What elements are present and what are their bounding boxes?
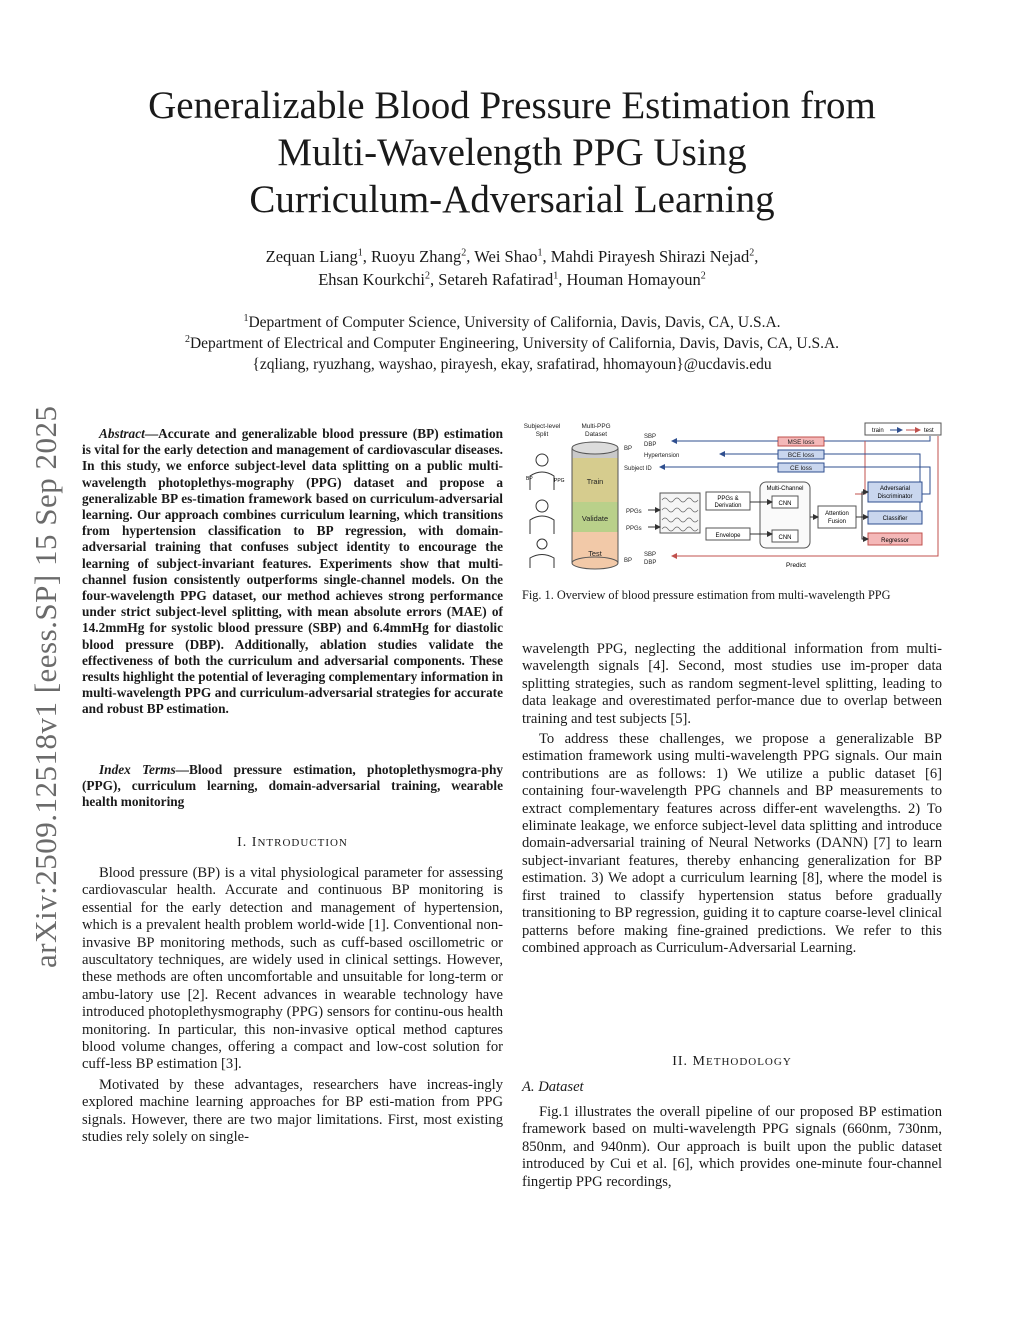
- fig-label-bce-loss: BCE loss: [787, 452, 815, 459]
- section-heading-methodology: II. METHODOLOGY: [672, 1054, 792, 1069]
- fig-label-sbp-2: SBP: [644, 552, 657, 558]
- author: , Mahdi Pirayesh Shirazi Nejad: [542, 247, 750, 266]
- paper-title: [80, 82, 944, 223]
- author: , Houman Homayoun: [558, 270, 701, 289]
- abstract: [82, 426, 503, 718]
- fig-label-envelope: Envelope: [715, 533, 741, 539]
- fig-label-ppg-deriv-1: PPGs &: [717, 496, 739, 502]
- affiliation-1: [60, 312, 964, 333]
- author-affil-mark: 2: [425, 270, 430, 282]
- author-affil-mark: 1: [537, 247, 543, 259]
- title-line-1: Generalizable Blood Pressure Estimation from: [148, 84, 876, 127]
- fig-label-adv-1: Adversarial: [879, 486, 911, 492]
- affiliation-text: Department of Computer Science, University of California, Davis, Davis, CA, U.S.A.: [248, 314, 781, 331]
- fig-label-attention-2: Fusion: [827, 519, 847, 525]
- person-icon: [530, 472, 554, 490]
- affiliation-text: Department of Electrical and Computer Engineering, University of California, Davis, Davis, CA, U.S.A.: [189, 335, 840, 352]
- fig-label-test: Test: [588, 549, 602, 558]
- fig-label-subject-id: Subject ID: [624, 466, 652, 472]
- figure-caption: Fig. 1. Overview of blood pressure estimation from multi-wavelength PPG: [522, 588, 891, 602]
- author-affil-mark: 1: [357, 247, 363, 259]
- paragraph: To address these challenges, we propose a generalizable BP estimation framework using multi-wavelength PPG signals. Our main contributions are as follows: 1) We utilize a public dataset [6] containing four-wavelength PPG channels and BP measurements to extract complementary features across differ-ent wavelengths. 2) To eliminate leakage, we enforce subject-level data splitting and introduce domain-adversarial training of Neural Networks (DANN) [7] to learn subject-invariant features, thereby enhancing generalization for BP estimation. 3) We adopt a curriculum learning [8], where the model is first trained to classify hypertension status before gradually transitioning to BP regression, guiding it to capture coarse-level clinical patterns before making fine-grained predictions. We refer to this combined approach as Curriculum-Adversarial Learning.: [522, 731, 942, 956]
- fig-label-ce-loss: CE loss: [789, 465, 813, 472]
- paragraph: Motivated by these advantages, researchers have increas-ingly explored machine learning approaches for BP esti-mation from PPG signals. However, there are two major limitations. First, most existing studies rely solely on single-: [82, 1076, 503, 1146]
- author-list: [80, 245, 944, 291]
- author: , Setareh Rafatirad: [430, 270, 554, 289]
- affiliation-2: [60, 333, 964, 354]
- author-affil-mark: 1: [553, 270, 559, 282]
- fig-label-classifier: Classifier: [882, 516, 908, 522]
- author-affil-mark: 2: [461, 247, 467, 259]
- person-icon: [537, 539, 547, 549]
- affiliations: [60, 312, 964, 375]
- fig-label-predict: Predict: [786, 562, 806, 569]
- fig-label-dbp-2: DBP: [644, 560, 657, 566]
- index-terms-text: —Blood pressure estimation, photoplethysmogra-phy (PPG), curriculum learning, domain-adversarial training, wearable health monitoring: [82, 762, 503, 810]
- fig-label-cnn-2: CNN: [778, 535, 792, 541]
- fig-label-attention-1: Attention: [825, 511, 849, 517]
- index-terms: [82, 762, 503, 811]
- fig-label-ppgs-1: PPGs: [626, 509, 642, 515]
- person-icon: [530, 516, 554, 534]
- affil-mark: 1: [243, 312, 249, 324]
- arrow: [862, 517, 868, 539]
- pipeline-figure: [520, 420, 945, 572]
- fig-label-dataset: Multi-PPG: [581, 423, 611, 430]
- author-separator: ,: [754, 247, 759, 266]
- fig-label-dataset2: Dataset: [584, 431, 608, 438]
- arrow-train: [824, 436, 930, 441]
- abstract-label: Abstract: [99, 426, 145, 441]
- section-heading-introduction: I. INTRODUCTION: [237, 835, 348, 850]
- dataset-body: [522, 1104, 942, 1191]
- fig-label-mse-loss: MSE loss: [787, 439, 815, 446]
- fig-label-adv-2: Discriminator: [877, 494, 913, 500]
- paragraph: wavelength PPG, neglecting the additional information from multi-wavelength signals [4]. Second, most studies use im-proper data splitting strategies, such as random segment-level splitting, leading to data leakage and overestimated perfor-mance due to overlap between training and test subjects [5].: [522, 641, 942, 727]
- fig-label-bp-bottom: BP: [624, 558, 633, 564]
- arrow: [856, 492, 868, 517]
- legend-train-label: train: [872, 428, 884, 434]
- fig-label-ppgs-2: PPGs: [626, 526, 642, 532]
- fig-label-ppg-deriv-2: Derivation: [714, 503, 742, 509]
- arxiv-stamp: arXiv:2509.12518v1 [eess.SP] 15 Sep 2025: [28, 405, 63, 968]
- index-terms-label: Index Terms: [99, 762, 176, 777]
- person-icon: [530, 555, 554, 569]
- person-icons: [530, 454, 554, 568]
- fig-label-subject-split: Subject-level: [523, 423, 561, 430]
- fig-label-split: Split: [535, 431, 549, 438]
- author: , Wei Shao: [466, 247, 538, 266]
- fig-label-ppg-person: PPG: [554, 478, 565, 484]
- subsection-heading-dataset: A. Dataset: [522, 1079, 584, 1095]
- affil-mark: 2: [184, 333, 190, 345]
- paragraph: Blood pressure (BP) is a vital physiological parameter for assessing cardiovascular health. Accurate and continuous BP monitoring is essential for the early detection and management of hypertension, which is a prevalent health problem world-wide [1]. Conventional non-invasive BP monitoring methods, such as cuff-based oscillometric or auscultatory techniques, are widely used in clinical settings. However, these methods are often uncomfortable and unsuitable for long-term or ambu-latory use [2]. Recent advances in wearable technology have introduced photoplethysmography (PPG) sensors for continu-ous health monitoring. In particular, this non-invasive optical method captures blood volume changes, offering a compact and low-cost solution for cuff-less BP estimation [3].: [82, 865, 503, 1073]
- email-list: {zqliang, ryuzhang, wayshao, pirayesh, ekay, srafatirad, hhomayoun}@ucdavis.edu: [252, 356, 772, 373]
- paragraph: Fig.1 illustrates the overall pipeline of our proposed BP estimation framework based on multi-wavelength PPG signals (660nm, 730nm, 850nm, and 940nm). Our approach is built upon the public dataset introduced by Cui et al. [6], which provides one-minute four-channel fingertip PPG recordings,: [522, 1104, 942, 1190]
- fig-label-bp: BP: [624, 446, 633, 452]
- author: Zequan Liang: [265, 247, 358, 266]
- fig-label-regressor: Regressor: [881, 538, 909, 544]
- right-column-body: [522, 641, 942, 960]
- fig-label-multi-channel: Multi-Channel: [766, 486, 804, 492]
- legend-test-label: test: [924, 428, 934, 434]
- author-affil-mark: 2: [700, 270, 706, 282]
- fig-label-sbp: SBP: [644, 434, 657, 440]
- fig-label-bp-person: BP: [526, 476, 533, 482]
- author: Ehsan Kourkchi: [318, 270, 425, 289]
- fig-label-validate: Validate: [581, 514, 609, 523]
- author: , Ruoyu Zhang: [362, 247, 462, 266]
- person-icon: [536, 500, 548, 512]
- fig-label-train: Train: [586, 477, 604, 486]
- person-icon: [536, 454, 548, 466]
- fig-label-hypertension: Hypertension: [644, 453, 680, 459]
- fig-label-cnn-1: CNN: [778, 501, 792, 507]
- abstract-text: —Accurate and generalizable blood pressure (BP) estimation is vital for the early detection and management of cardiovascular diseases. In this study, we enforce subject-level data splitting on a public multi-wavelength photoplethys-mography (PPG) dataset and propose a generalizable BP es-timation framework based on curriculum-adversarial learning. Our approach combines curriculum learning, which transitions from hypertension classification to BP regression, with domain-adversarial training that confuses subject identity to encourage the learning of subject-invariant features. Experiments show that multi-channel fusion consistently outperforms single-channel models. On the four-wavelength PPG dataset, our method achieves strong performance under strict subject-level splitting, with mean absolute errors (MAE) of 14.2mmHg for systolic blood pressure (SBP) and 6.4mmHg for diastolic blood pressure (DBP). Additionally, ablation studies validate the effectiveness of both the curriculum and adversarial components. These results highlight the potential of leveraging complementary information in multi-wavelength PPG and curriculum-adversarial strategies for accurate and robust BP estimation.: [82, 426, 503, 717]
- introduction-body: [82, 865, 503, 1150]
- fig-label-dbp: DBP: [644, 442, 657, 448]
- title-line-2: Multi-Wavelength PPG Using: [277, 131, 747, 174]
- author-affil-mark: 2: [749, 247, 755, 259]
- title-line-3: Curriculum-Adversarial Learning: [249, 178, 775, 221]
